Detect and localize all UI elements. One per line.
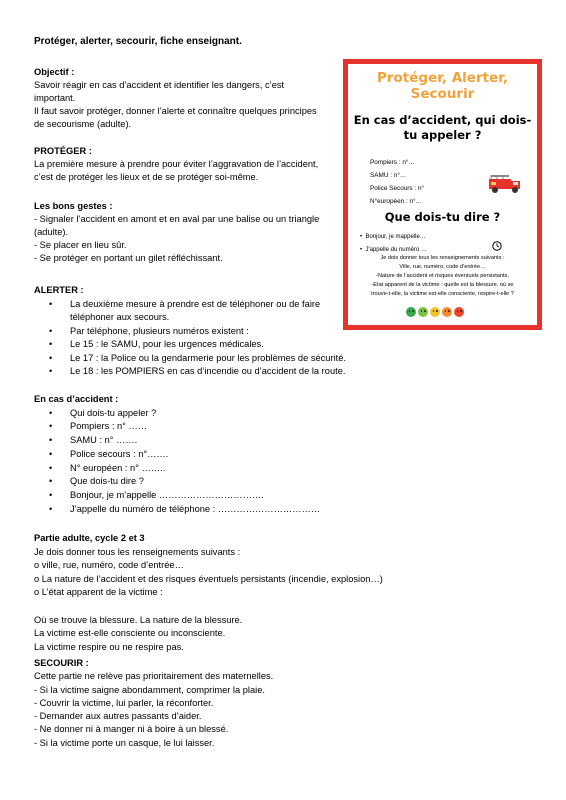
- poster-list-item: Police Secours : n°: [370, 185, 425, 192]
- poster-question-1: [348, 113, 537, 143]
- poster-question-2: Que dois-tu dire ?: [384, 210, 501, 224]
- secourir-line: - Si la victime saigne abondamment, comprimer la plaie.: [34, 684, 265, 695]
- poster-list-item: SAMU : n°…: [370, 172, 407, 179]
- adulte-section: [34, 532, 383, 654]
- alerter-text: • Le 17 : la Police ou la gendarmerie pour les problèmes de sécurité.: [70, 352, 346, 363]
- clock-icon: [492, 241, 502, 251]
- poster-title-line: Protéger, Alerter,: [376, 70, 509, 86]
- poster-list-item: N°européen : n°…: [370, 198, 423, 205]
- accident-heading: En cas d’accident :: [34, 394, 119, 404]
- objectif-line: de secourisme (adulte).: [34, 119, 132, 129]
- poster-q1-line: En cas d’accident, qui dois-: [353, 113, 532, 127]
- alerter-section: [34, 284, 354, 379]
- alerter-heading: ALERTER :: [34, 285, 84, 295]
- list-item: • Police secours : n°…….: [34, 448, 320, 462]
- gestes-line: - Se protéger en portant un gilet réfléchissant.: [34, 253, 223, 263]
- list-item: • Que dois-tu dire ?: [34, 475, 320, 489]
- adulte-line: o La nature de l’accident et des risques éventuels persistants (incendie, explosion…): [34, 573, 383, 584]
- poster-info-line: Je dois donner tous les renseignements suivants :: [380, 255, 505, 261]
- alerter-text: téléphoner aux secours.: [70, 312, 170, 322]
- gestes-line: - Se placer en lieu sûr.: [34, 240, 127, 250]
- secourir-section: [34, 657, 273, 750]
- gestes-line: (adulte).: [34, 227, 69, 237]
- alerter-list: [34, 298, 354, 379]
- poster-title-line: Secourir: [410, 86, 475, 102]
- accident-section: [34, 393, 320, 516]
- poster-bullet: • Bonjour, je mappelle…: [360, 234, 426, 240]
- page-title: Protéger, alerter, secourir, fiche enseignant.: [34, 36, 242, 47]
- list-item: • J’appelle du numéro de téléphone : ……………………………: [34, 503, 320, 517]
- gestes-heading: Les bons gestes :: [34, 201, 113, 211]
- adulte-heading: Partie adulte, cycle 2 et 3: [34, 533, 145, 543]
- secourir-line: - Ne donner ni à manger ni à boire à un blessé.: [34, 724, 229, 735]
- objectif-line: important.: [34, 93, 76, 103]
- poster-image: [343, 59, 542, 330]
- emoji-face-icon: [442, 307, 452, 317]
- gestes-line: - Signaler l’accident en amont et en aval par une balise ou un triangle: [34, 214, 320, 224]
- proteger-section: [34, 145, 318, 184]
- poster-info-line: Ville, rue, numéro, code d’entrée…: [399, 264, 486, 270]
- emoji-face-icon: [418, 307, 428, 317]
- objectif-section: [34, 66, 317, 131]
- poster-info-line: -Nature de l’accident et risques éventuels persistants,: [376, 273, 509, 279]
- poster-number-list: [370, 156, 424, 208]
- alerter-text: • La deuxième mesure à prendre est de téléphoner ou de faire: [70, 298, 321, 309]
- list-item: • Qui dois-tu appeler ?: [34, 407, 320, 421]
- alerter-text: • Par téléphone, plusieurs numéros existent :: [70, 325, 249, 336]
- emoji-face-icon: [406, 307, 416, 317]
- fire-truck-icon: [487, 171, 523, 195]
- poster-bullet-text: J'appelle du numéro …: [365, 247, 427, 253]
- secourir-line: - Demander aux autres passants d’aider.: [34, 711, 202, 722]
- list-item: [34, 298, 354, 325]
- objectif-line: Savoir réagir en cas d’accident et identifier les dangers, c’est: [34, 80, 285, 90]
- list-item: [34, 365, 354, 379]
- adulte-line: La victime respire ou ne respire pas.: [34, 641, 184, 652]
- list-item: • Bonjour, je m’appelle …………………………….: [34, 489, 320, 503]
- list-item: [34, 352, 354, 366]
- proteger-line: c’est de protéger les lieux et de se protéger soi-même.: [34, 172, 259, 182]
- poster-info-text: [352, 254, 533, 299]
- adulte-line: Je dois donner tous les renseignements suivants :: [34, 546, 241, 557]
- secourir-line: - Si la victime porte un casque, le lui laisser.: [34, 737, 215, 748]
- secourir-line: Cette partie ne relève pas prioritairement des maternelles.: [34, 671, 274, 682]
- list-item: • Pompiers : n° ……: [34, 420, 320, 434]
- objectif-heading: Objectif :: [34, 67, 75, 77]
- poster-info-line: trouve-t-elle, la victime est-elle consciente, respire-t-elle ?: [371, 291, 514, 297]
- emoji-face-icon: [454, 307, 464, 317]
- poster-card: [348, 64, 537, 325]
- secourir-heading: SECOURIR :: [34, 658, 89, 668]
- poster-list-item: Pompiers : n°…: [370, 159, 415, 166]
- poster-title: [348, 70, 537, 102]
- proteger-heading: PROTÉGER :: [34, 146, 92, 156]
- adulte-line: o ville, rue, numéro, code d’entrée…: [34, 560, 184, 570]
- alerter-text: • Le 18 : les POMPIERS en cas d’incendie ou d’accident de la route.: [70, 366, 346, 376]
- emoji-faces: [406, 307, 464, 317]
- adulte-line: o L’état apparent de la victime :: [34, 587, 163, 597]
- poster-q1-line: tu appeler ?: [403, 128, 482, 142]
- poster-bullet-text: Bonjour, je mappelle…: [365, 234, 426, 240]
- emoji-face-icon: [430, 307, 440, 317]
- poster-info-line: -Etat apparent de la victime : quelle est la blessure, où se: [371, 282, 514, 288]
- list-item: [34, 325, 354, 339]
- objectif-line: Il faut savoir protéger, donner l’alerte et connaître quelques principes: [34, 106, 317, 116]
- gestes-section: [34, 200, 319, 265]
- adulte-line: Où se trouve la blessure. La nature de la blessure.: [34, 614, 243, 625]
- proteger-line: La première mesure à prendre pour éviter l’aggravation de l’accident,: [34, 159, 319, 169]
- list-item: [34, 338, 354, 352]
- secourir-line: - Couvrir la victime, lui parler, la réconforter.: [34, 697, 214, 708]
- alerter-text: • Le 15 : le SAMU, pour les urgences médicales.: [70, 339, 264, 349]
- poster-bullet: • J'appelle du numéro …: [360, 247, 427, 253]
- accident-list: [34, 407, 320, 517]
- list-item: • SAMU : n° …….: [34, 434, 320, 448]
- list-item: • N° européen : n° ……..: [34, 462, 320, 476]
- adulte-line: La victime est-elle consciente ou inconsciente.: [34, 628, 226, 638]
